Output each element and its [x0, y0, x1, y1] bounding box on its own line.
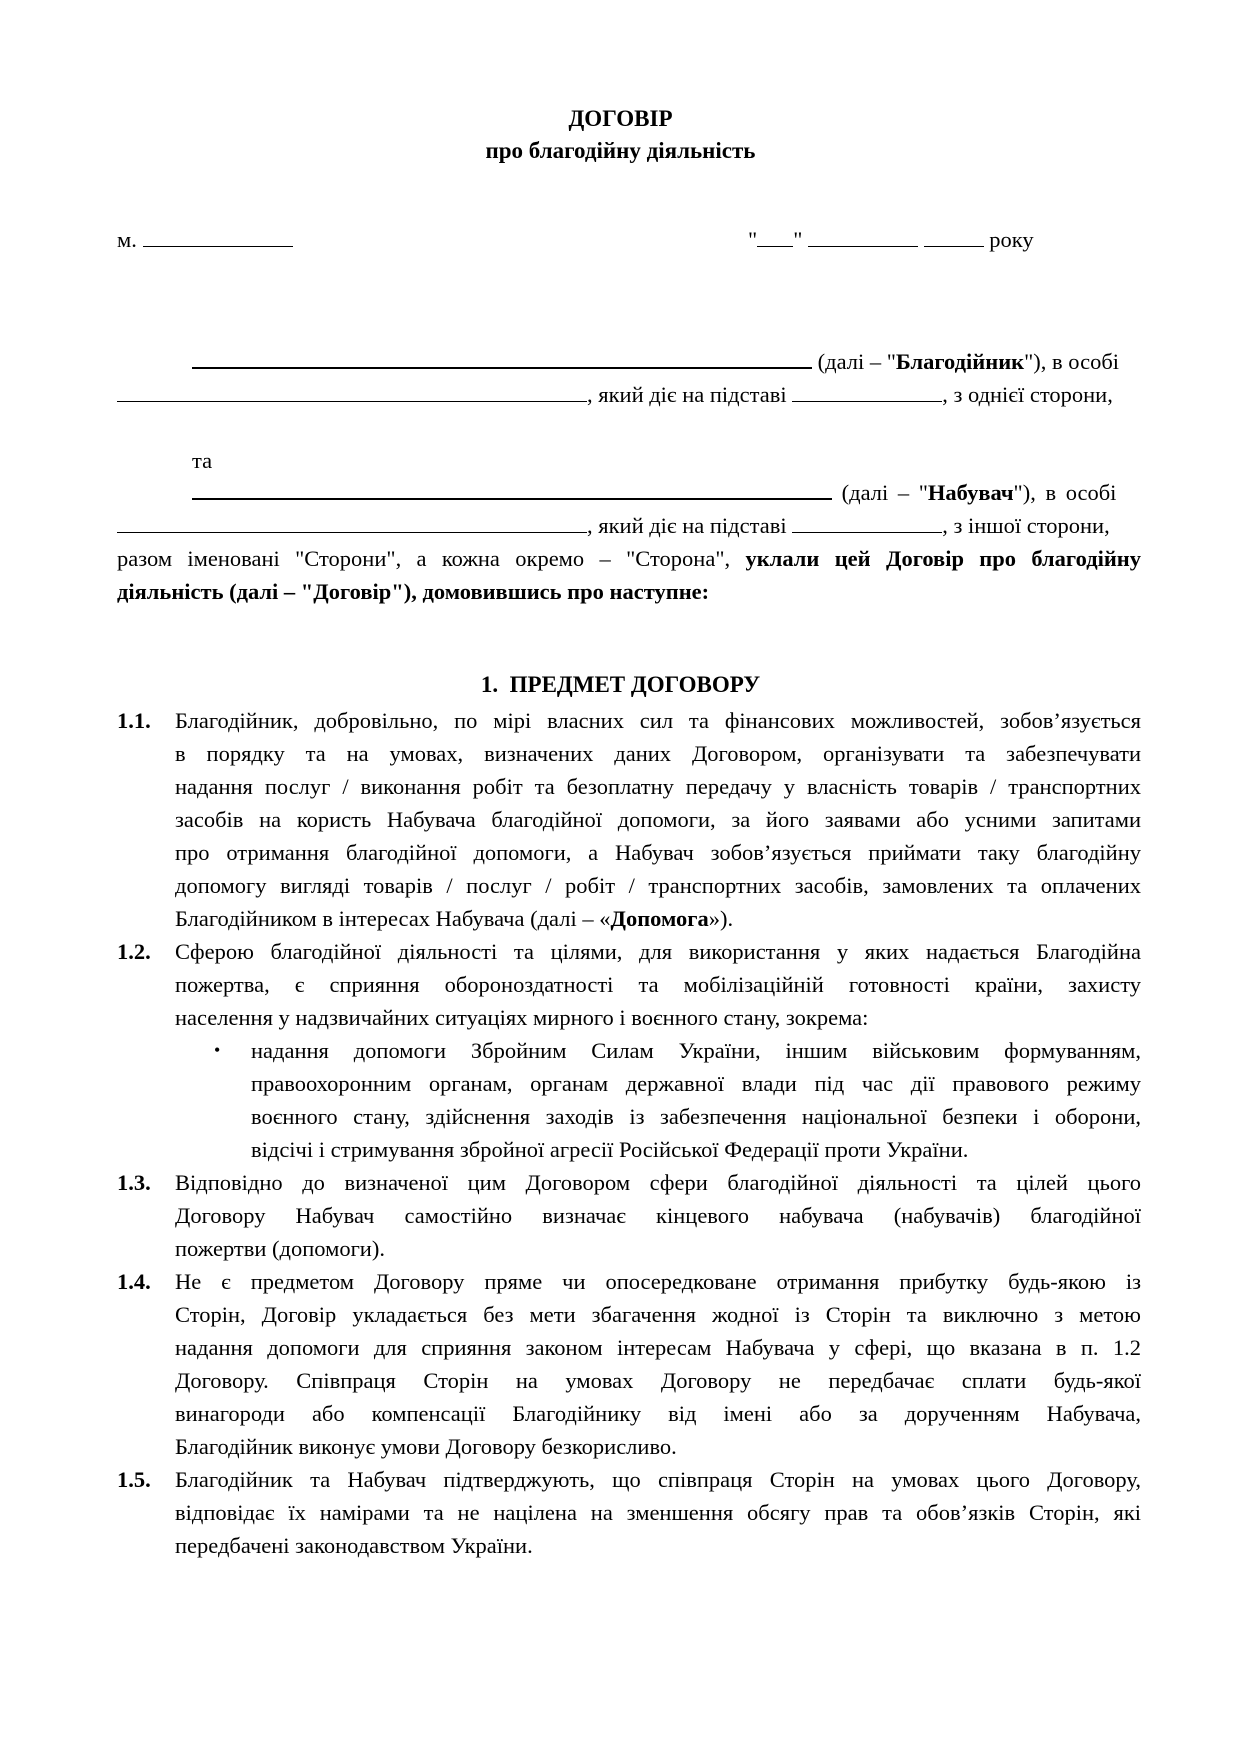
clause-line: надання послуг / виконання робіт та безоплатну передачу у власність товарів / транспортних: [175, 774, 1141, 799]
clause-line: Договору Набувач самостійно визначає кінцевого набувача (набувачів) благодійної: [175, 1203, 1141, 1228]
preamble-plain: разом іменовані "Сторони", а кожна окремо – "Сторона",: [117, 546, 746, 571]
section1-number: 1.: [480, 672, 499, 697]
and-word: та: [192, 448, 213, 473]
date-line: [748, 223, 1034, 256]
party1-basis-label: , який діє на підставі: [587, 382, 793, 407]
bullet-line: правоохоронним органам, органам державної влади під час дії правового режиму: [251, 1071, 1141, 1096]
clause-line-last: [175, 902, 733, 935]
city-prefix: м.: [117, 227, 137, 252]
clause-line: передбачені законодавством України.: [175, 1533, 533, 1558]
date-quote-open: ": [748, 227, 758, 252]
document-subtitle: про благодійну діяльність: [485, 138, 756, 163]
bullet-line: відсічі і стримування збройної агресії Російської Федерації проти України.: [251, 1137, 969, 1162]
clause-1-5-number: 1.5.: [117, 1467, 151, 1492]
city-blank[interactable]: [143, 226, 293, 247]
bullet-icon: •: [214, 1040, 221, 1060]
party2-name-blank[interactable]: [192, 478, 832, 500]
preamble-bold-1: уклали цей Договір про благодійну: [745, 546, 1142, 571]
party2-role: Набувач: [927, 480, 1014, 505]
party2-label-open: (далі – ": [832, 480, 928, 505]
clause-line: Сферою благодійної діяльності та цілями, для використання у яких надається Благодійна: [175, 939, 1141, 964]
party2-side-label: , з іншої сторони,: [942, 513, 1110, 538]
party2-line1: [192, 476, 1116, 509]
party1-basis-blank[interactable]: [792, 381, 942, 402]
party2-line2: [117, 509, 1110, 542]
clause-line: Благодійник виконує умови Договору безкорисливо.: [175, 1434, 677, 1459]
clause-1-3-number: 1.3.: [117, 1170, 151, 1195]
clause-line: Відповідно до визначеної цим Договором сфери благодійної діяльності та цілей цього: [175, 1170, 1141, 1195]
date-month-blank[interactable]: [808, 226, 918, 247]
date-suffix: року: [989, 227, 1034, 252]
clause-1-4-number: 1.4.: [117, 1269, 151, 1294]
clause-line: населення у надзвичайних ситуаціях мирного і воєнного стану, зокрема:: [175, 1005, 869, 1030]
clause-text: Благодійником в інтересах Набувача (далі – «: [175, 906, 611, 931]
defined-term-help: Допомога: [610, 906, 709, 931]
clause-line: надання допомоги для сприяння законом інтересам Набувача у сфері, що вказана в п. 1.2: [175, 1335, 1141, 1360]
clause-line: Договору. Співпраця Сторін на умовах Договору не передбачає сплати будь-якої: [175, 1368, 1141, 1393]
preamble-line1: [117, 542, 1141, 575]
clause-line: Благодійник та Набувач підтверджують, що співпраця Сторін на умовах цього Договору,: [175, 1467, 1141, 1492]
clause-line: засобів на користь Набувача благодійної допомоги, за його заявами або усними запитами: [175, 807, 1141, 832]
clause-line: в порядку та на умовах, визначених даних Договором, організувати та забезпечувати: [175, 741, 1141, 766]
clause-line: про отримання благодійної допомоги, а Набувач зобов’язується приймати таку благодійну: [175, 840, 1141, 865]
clause-line: винагороди або компенсації Благодійнику від імені або за дорученням Набувача,: [175, 1401, 1141, 1426]
section1-heading: [0, 672, 1241, 698]
party1-label-open: (далі – ": [812, 349, 896, 374]
party1-representative-blank[interactable]: [117, 381, 587, 402]
clause-line: пожертва, є сприяння обороноздатності та мобілізаційній готовності країни, захисту: [175, 972, 1141, 997]
party1-label-close: "), в особі: [1024, 349, 1120, 374]
bullet-line: воєнного стану, здійснення заходів із забезпечення національної безпеки і оборони,: [251, 1104, 1141, 1129]
city-line: [117, 223, 293, 256]
clause-line: Благодійник, добровільно, по мірі власних сил та фінансових можливостей, зобов’язується: [175, 708, 1141, 733]
party1-name-blank[interactable]: [192, 347, 812, 369]
party1-side-label: , з однієї сторони,: [942, 382, 1113, 407]
clause-line: Не є предметом Договору пряме чи опосередковане отримання прибутку будь-якою із: [175, 1269, 1141, 1294]
party2-representative-blank[interactable]: [117, 512, 587, 533]
party1-line1: [192, 345, 1119, 378]
document-title: ДОГОВІР: [568, 106, 673, 131]
clause-text: »).: [708, 906, 734, 931]
date-day-blank[interactable]: [757, 226, 793, 247]
preamble-line2: діяльність (далі – "Договір"), домовившись про наступне:: [117, 579, 710, 604]
party1-line2: [117, 378, 1113, 411]
clause-line: пожертви (допомоги).: [175, 1236, 385, 1261]
bullet-line: надання допомоги Збройним Силам України, іншим військовим формуванням,: [251, 1038, 1141, 1063]
party2-label-close: "), в особі: [1013, 480, 1117, 505]
clause-1-1-number: 1.1.: [117, 708, 151, 733]
date-quote-close: ": [793, 227, 803, 252]
date-year-blank[interactable]: [924, 226, 984, 247]
clause-line: допомогу вигляді товарів / послуг / робіт / транспортних засобів, замовлених та оплачених: [175, 873, 1141, 898]
clause-line: Сторін, Договір укладається без мети збагачення жодної із Сторін та виключно з метою: [175, 1302, 1141, 1327]
party2-basis-label: , який діє на підставі: [587, 513, 793, 538]
section1-title: ПРЕДМЕТ ДОГОВОРУ: [509, 672, 761, 697]
party2-basis-blank[interactable]: [792, 512, 942, 533]
clause-1-2-number: 1.2.: [117, 939, 151, 964]
party1-role: Благодійник: [895, 349, 1025, 374]
clause-line: відповідає їх намірами та не націлена на зменшення обсягу прав та обов’язків Сторін, які: [175, 1500, 1141, 1525]
